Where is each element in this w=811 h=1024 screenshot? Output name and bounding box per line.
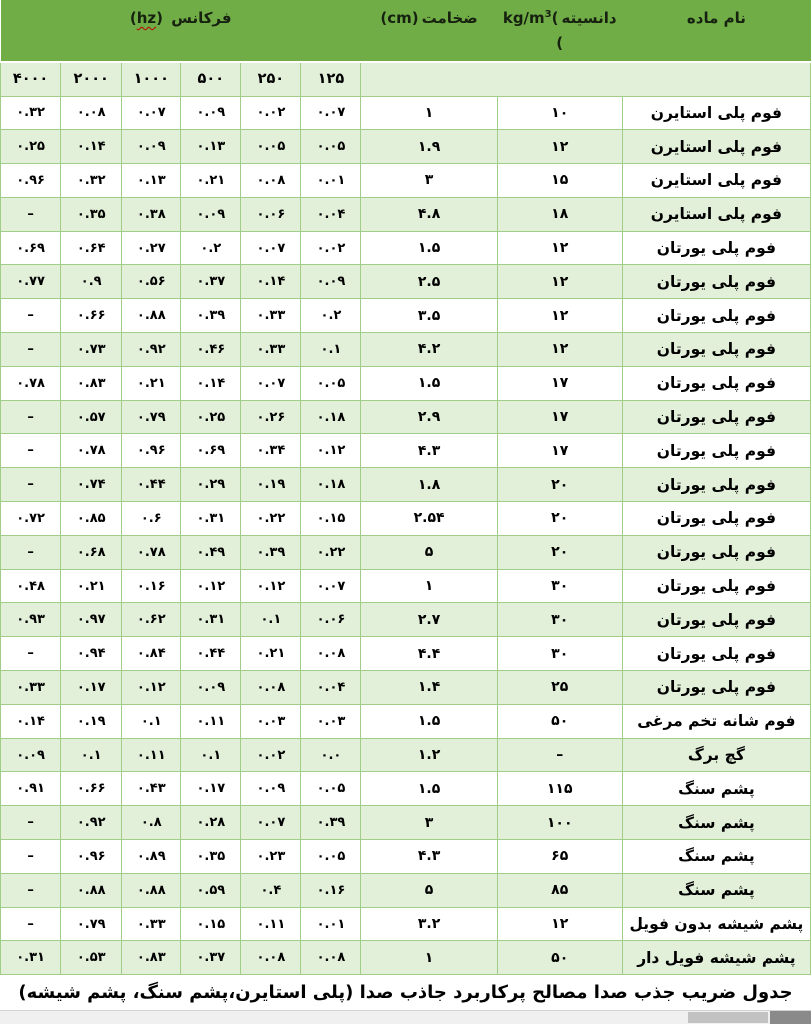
cell-f125: ۰.۱۸ [301,400,361,434]
cell-f2000: ۰.۷۸ [61,434,122,468]
cell-density: ۲۰ [497,502,622,536]
cell-density: ۱۲ [497,265,622,299]
cell-f2000: ۰.۳۲ [61,164,122,198]
cell-f2000: ۰.۹۴ [61,637,122,671]
cell-f500: ۰.۱۱ [181,704,241,738]
cell-f4000: ۰.۳۲ [1,96,61,130]
cell-thickness: ۴.۴ [361,637,497,671]
cell-f500: ۰.۳۷ [181,265,241,299]
cell-f500: ۰.۳۵ [181,840,241,874]
cell-thickness: ۱.۸ [361,468,497,502]
cell-f250: ۰.۰۷ [241,231,301,265]
cell-f250: ۰.۱۱ [241,907,301,941]
cell-f1000: ۰.۹۲ [122,333,181,367]
cell-density: ۱۷ [497,366,622,400]
cell-f4000: – [1,468,61,502]
cell-f4000: – [1,840,61,874]
material-name-cell: پشم سنگ [622,772,810,806]
cell-f125: ۰.۰۵ [301,840,361,874]
cell-f1000: ۰.۲۱ [122,366,181,400]
cell-f1000: ۰.۱۱ [122,738,181,772]
freq-col-4000: ۴۰۰۰ [1,62,61,96]
cell-f2000: ۰.۱۷ [61,671,122,705]
cell-f1000: ۰.۷۸ [122,535,181,569]
freq-col-250: ۲۵۰ [241,62,301,96]
cell-f500: ۰.۳۹ [181,299,241,333]
cell-f4000: – [1,434,61,468]
table-header [1,0,811,96]
frequency-close-paren: ) [156,9,169,27]
thickness-unit: (cm) [380,9,419,27]
cell-f125: ۰.۰۵ [301,772,361,806]
material-name-cell: فوم پلی یورتان [622,468,810,502]
table-row [1,738,811,772]
cell-density: ۱۱۵ [497,772,622,806]
cell-f500: ۰.۲۸ [181,806,241,840]
thickness-label [361,9,497,27]
material-name-cell: فوم پلی یورتان [622,434,810,468]
cell-density: ۱۲ [497,907,622,941]
cell-f250: ۰.۰۷ [241,366,301,400]
freq-col-2000: ۲۰۰۰ [61,62,122,96]
cell-f500: ۰.۲۱ [181,164,241,198]
cell-f500: ۰.۶۹ [181,434,241,468]
cell-f1000: ۰.۱ [122,704,181,738]
material-name-cell: پشم سنگ [622,873,810,907]
thickness-word: ضخامت [421,9,478,27]
table-row [1,96,811,130]
table-row [1,603,811,637]
freq-col-500: ۵۰۰ [181,62,241,96]
cell-f4000: – [1,873,61,907]
cell-f250: ۰.۲۶ [241,400,301,434]
cell-f4000: ۰.۷۸ [1,366,61,400]
material-name-cell: فوم پلی یورتان [622,502,810,536]
material-name-label: نام ماده [686,9,746,27]
cell-f4000: – [1,197,61,231]
cell-f250: ۰.۴ [241,873,301,907]
cell-f2000: ۰.۸۵ [61,502,122,536]
cell-f500: ۰.۱۴ [181,366,241,400]
cell-f2000: ۰.۹۷ [61,603,122,637]
cell-thickness: ۴.۳ [361,840,497,874]
cell-f1000: ۰.۶ [122,502,181,536]
cell-f2000: ۰.۸۸ [61,873,122,907]
table-row [1,569,811,603]
cell-f250: ۰.۰۸ [241,164,301,198]
cell-f2000: ۰.۷۹ [61,907,122,941]
cell-thickness: ۲.۷ [361,603,497,637]
cell-f2000: ۰.۲۱ [61,569,122,603]
density-open-paren: ( [551,9,559,27]
cell-f250: ۰.۳۳ [241,299,301,333]
cell-f250: ۰.۲۱ [241,637,301,671]
cell-f500: ۰.۵۹ [181,873,241,907]
cell-f4000: – [1,400,61,434]
frequency-word: فرکانس [171,9,232,27]
cell-f4000: ۰.۶۹ [1,231,61,265]
material-name-cell: فوم پلی استایرن [622,130,810,164]
material-name-cell: پشم شیشه فویل دار [622,941,810,975]
table-row [1,231,811,265]
cell-f125: ۰.۱۶ [301,873,361,907]
table-row [1,400,811,434]
cell-f4000: ۰.۹۱ [1,772,61,806]
cell-f250: ۰.۰۶ [241,197,301,231]
cell-f1000: ۰.۱۳ [122,164,181,198]
cell-f250: ۰.۳۴ [241,434,301,468]
cell-density: ۱۲ [497,130,622,164]
table-row [1,704,811,738]
cell-thickness: ۱ [361,941,497,975]
cell-density: ۸۵ [497,873,622,907]
cell-thickness: ۲.۵۴ [361,502,497,536]
cell-f250: ۰.۲۳ [241,840,301,874]
header-row-main [1,0,811,62]
cell-f2000: ۰.۹۶ [61,840,122,874]
table-row [1,806,811,840]
col-header-frequency [1,0,361,62]
cell-f2000: ۰.۱۴ [61,130,122,164]
cell-f4000: ۰.۳۱ [1,941,61,975]
material-name-cell: فوم پلی یورتان [622,265,810,299]
cell-f4000: ۰.۹۳ [1,603,61,637]
cell-f2000: ۰.۶۶ [61,772,122,806]
density-word: دانسیته [561,9,617,27]
cell-f4000: ۰.۰۹ [1,738,61,772]
cell-f500: ۰.۳۱ [181,603,241,637]
material-name-cell: فوم شانه تخم مرغی [622,704,810,738]
cell-f500: ۰.۱۵ [181,907,241,941]
cell-f250: ۰.۰۵ [241,130,301,164]
cell-f1000: ۰.۴۳ [122,772,181,806]
cell-thickness: ۱.۵ [361,231,497,265]
cell-f500: ۰.۳۷ [181,941,241,975]
cell-f1000: ۰.۸ [122,806,181,840]
cell-f250: ۰.۰۹ [241,772,301,806]
table-row [1,535,811,569]
col-header-thickness [361,0,497,62]
cell-f125: ۰.۰۵ [301,366,361,400]
cell-f125: ۰.۳۹ [301,806,361,840]
frequency-open-paren: ( [129,9,137,27]
cell-f125: ۰.۰۷ [301,96,361,130]
cell-f125: ۰.۰ [301,738,361,772]
cell-thickness: ۵ [361,535,497,569]
density-wrapped-paren: ( [556,34,564,52]
cell-f4000: – [1,907,61,941]
cell-density: ۱۲ [497,231,622,265]
cell-f125: ۰.۰۲ [301,231,361,265]
material-name-cell: فوم پلی استایرن [622,164,810,198]
material-name-cell: فوم پلی یورتان [622,671,810,705]
cell-f4000: ۰.۱۴ [1,704,61,738]
cell-f4000: – [1,806,61,840]
cell-density: ۲۵ [497,671,622,705]
cell-f2000: ۰.۶۴ [61,231,122,265]
cell-density: ۱۷ [497,400,622,434]
cell-f1000: ۰.۳۳ [122,907,181,941]
cell-f125: ۰.۱ [301,333,361,367]
cell-thickness: ۱.۲ [361,738,497,772]
table-body [1,96,811,975]
cell-f125: ۰.۰۴ [301,197,361,231]
cell-f125: ۰.۰۱ [301,907,361,941]
cell-density: ۶۵ [497,840,622,874]
material-name-cell: فوم پلی یورتان [622,637,810,671]
freq-col-125: ۱۲۵ [301,62,361,96]
cell-thickness: ۳.۵ [361,299,497,333]
cell-f125: ۰.۰۳ [301,704,361,738]
col-header-material-name [622,0,810,62]
scrollbar-corner [770,1011,811,1024]
cell-f500: ۰.۴۴ [181,637,241,671]
cell-f4000: ۰.۷۲ [1,502,61,536]
cell-f250: ۰.۰۷ [241,806,301,840]
cell-thickness: ۴.۲ [361,333,497,367]
cell-density: ۱۵ [497,164,622,198]
cell-f500: ۰.۲۵ [181,400,241,434]
cell-f125: ۰.۰۸ [301,637,361,671]
cell-f500: ۰.۱۳ [181,130,241,164]
cell-f1000: ۰.۸۸ [122,299,181,333]
cell-f500: ۰.۴۹ [181,535,241,569]
cell-f250: ۰.۰۸ [241,671,301,705]
cell-f250: ۰.۰۲ [241,738,301,772]
table-row [1,468,811,502]
freq-col-1000: ۱۰۰۰ [122,62,181,96]
frequency-label [1,9,361,27]
cell-f1000: ۰.۸۴ [122,637,181,671]
material-name-cell: فوم پلی یورتان [622,603,810,637]
cell-density: ۵۰ [497,941,622,975]
cell-f1000: ۰.۰۷ [122,96,181,130]
cell-f4000: – [1,535,61,569]
cell-density: ۱۷ [497,434,622,468]
cell-f125: ۰.۱۲ [301,434,361,468]
cell-thickness: ۳.۲ [361,907,497,941]
cell-f2000: ۰.۰۸ [61,96,122,130]
cell-thickness: ۱.۵ [361,772,497,806]
cell-f4000: ۰.۷۷ [1,265,61,299]
table-row [1,637,811,671]
cell-f500: ۰.۲ [181,231,241,265]
cell-f1000: ۰.۵۶ [122,265,181,299]
cell-f1000: ۰.۸۹ [122,840,181,874]
cell-f125: ۰.۱۵ [301,502,361,536]
cell-f500: ۰.۰۹ [181,197,241,231]
cell-f2000: ۰.۷۴ [61,468,122,502]
cell-f4000: ۰.۲۵ [1,130,61,164]
table-row [1,772,811,806]
cell-f125: ۰.۰۹ [301,265,361,299]
cell-f4000: ۰.۳۳ [1,671,61,705]
cell-f250: ۰.۳۳ [241,333,301,367]
cell-f4000: ۰.۴۸ [1,569,61,603]
cell-f2000: ۰.۱۹ [61,704,122,738]
cell-f500: ۰.۱۲ [181,569,241,603]
cell-f2000: ۰.۱ [61,738,122,772]
cell-thickness: ۴.۳ [361,434,497,468]
material-name-cell: پشم شیشه بدون فویل [622,907,810,941]
material-name-cell: فوم پلی یورتان [622,333,810,367]
cell-f2000: ۰.۵۷ [61,400,122,434]
cell-density: ۱۰ [497,96,622,130]
cell-thickness: ۳ [361,806,497,840]
material-name-cell: فوم پلی یورتان [622,231,810,265]
material-name-cell: فوم پلی یورتان [622,535,810,569]
material-name-cell: فوم پلی یورتان [622,400,810,434]
material-name-cell: گچ برگ [622,738,810,772]
cell-f125: ۰.۰۷ [301,569,361,603]
cell-f250: ۰.۱۹ [241,468,301,502]
cell-thickness: ۵ [361,873,497,907]
cell-f500: ۰.۴۶ [181,333,241,367]
cell-f4000: – [1,637,61,671]
cell-f250: ۰.۱۲ [241,569,301,603]
material-name-cell: پشم سنگ [622,840,810,874]
header-row-frequencies [1,62,811,96]
cell-f500: ۰.۱ [181,738,241,772]
cell-density: ۵۰ [497,704,622,738]
cell-density: ۱۰۰ [497,806,622,840]
cell-f1000: ۰.۰۹ [122,130,181,164]
cell-f125: ۰.۰۸ [301,941,361,975]
cell-f1000: ۰.۱۶ [122,569,181,603]
cell-f250: ۰.۰۳ [241,704,301,738]
cell-f250: ۰.۱ [241,603,301,637]
cell-density: ۱۸ [497,197,622,231]
cell-f2000: ۰.۵۳ [61,941,122,975]
cell-thickness: ۲.۹ [361,400,497,434]
material-name-cell: فوم پلی استایرن [622,96,810,130]
cell-f250: ۰.۰۲ [241,96,301,130]
cell-f1000: ۰.۹۶ [122,434,181,468]
subheader-empty-cell [361,62,811,96]
material-name-cell: فوم پلی استایرن [622,197,810,231]
col-header-density [497,0,622,62]
table-caption: جدول ضریب جذب صدا مصالح پرکاربرد جاذب صدا (پلی استایرن،پشم سنگ، پشم شیشه) [18,982,793,1004]
table-row [1,164,811,198]
cell-f1000: ۰.۸۸ [122,873,181,907]
cell-density: ۳۰ [497,569,622,603]
cell-density: ۳۰ [497,603,622,637]
cell-f500: ۰.۱۷ [181,772,241,806]
cell-f500: ۰.۳۱ [181,502,241,536]
cell-thickness: ۱.۴ [361,671,497,705]
cell-f500: ۰.۰۹ [181,671,241,705]
cell-density: ۲۰ [497,535,622,569]
material-name-cell: فوم پلی یورتان [622,366,810,400]
table-row [1,840,811,874]
table-row [1,907,811,941]
table-row [1,873,811,907]
table-row [1,502,811,536]
horizontal-scrollbar[interactable] [0,1010,811,1024]
cell-f2000: ۰.۹ [61,265,122,299]
cell-f125: ۰.۰۱ [301,164,361,198]
cell-f2000: ۰.۳۵ [61,197,122,231]
cell-f2000: ۰.۷۳ [61,333,122,367]
cell-thickness: ۱ [361,569,497,603]
density-label [497,9,622,27]
cell-f4000: – [1,299,61,333]
cell-f2000: ۰.۸۳ [61,366,122,400]
cell-density: ۲۰ [497,468,622,502]
table-row [1,265,811,299]
table-row [1,366,811,400]
material-name-cell: پشم سنگ [622,806,810,840]
cell-f1000: ۰.۸۳ [122,941,181,975]
cell-f1000: ۰.۲۷ [122,231,181,265]
table-row [1,941,811,975]
cell-thickness: ۱.۵ [361,704,497,738]
cell-f125: ۰.۱۸ [301,468,361,502]
cell-f1000: ۰.۴۴ [122,468,181,502]
cell-f125: ۰.۰۴ [301,671,361,705]
cell-thickness: ۱.۵ [361,366,497,400]
hz-unit-spellcheck: hz [136,9,157,27]
cell-f250: ۰.۲۲ [241,502,301,536]
cell-f500: ۰.۲۹ [181,468,241,502]
cell-f2000: ۰.۶۸ [61,535,122,569]
cell-f250: ۰.۱۴ [241,265,301,299]
cell-thickness: ۲.۵ [361,265,497,299]
table-row [1,434,811,468]
cell-f125: ۰.۲ [301,299,361,333]
scrollbar-thumb[interactable] [688,1012,768,1023]
table-row [1,671,811,705]
table-row [1,299,811,333]
cell-density: ۱۲ [497,299,622,333]
cell-thickness: ۳ [361,164,497,198]
cell-f250: ۰.۰۸ [241,941,301,975]
cell-f4000: ۰.۹۶ [1,164,61,198]
cell-f250: ۰.۳۹ [241,535,301,569]
cell-f500: ۰.۰۹ [181,96,241,130]
density-unit-exponent: 3 [544,9,552,20]
table-row [1,130,811,164]
table-row [1,333,811,367]
cell-density: ۳۰ [497,637,622,671]
cell-f125: ۰.۰۶ [301,603,361,637]
table-row [1,197,811,231]
cell-thickness: ۴.۸ [361,197,497,231]
cell-thickness: ۱ [361,96,497,130]
material-name-cell: فوم پلی یورتان [622,299,810,333]
cell-f1000: ۰.۶۲ [122,603,181,637]
material-name-cell: فوم پلی یورتان [622,569,810,603]
cell-thickness: ۱.۹ [361,130,497,164]
density-unit: kg/m [502,9,545,27]
cell-f1000: ۰.۱۲ [122,671,181,705]
cell-density: – [497,738,622,772]
cell-f2000: ۰.۹۲ [61,806,122,840]
cell-f125: ۰.۲۲ [301,535,361,569]
cell-f4000: – [1,333,61,367]
cell-f2000: ۰.۶۶ [61,299,122,333]
cell-f125: ۰.۰۵ [301,130,361,164]
cell-f1000: ۰.۳۸ [122,197,181,231]
cell-f1000: ۰.۷۹ [122,400,181,434]
cell-density: ۱۲ [497,333,622,367]
